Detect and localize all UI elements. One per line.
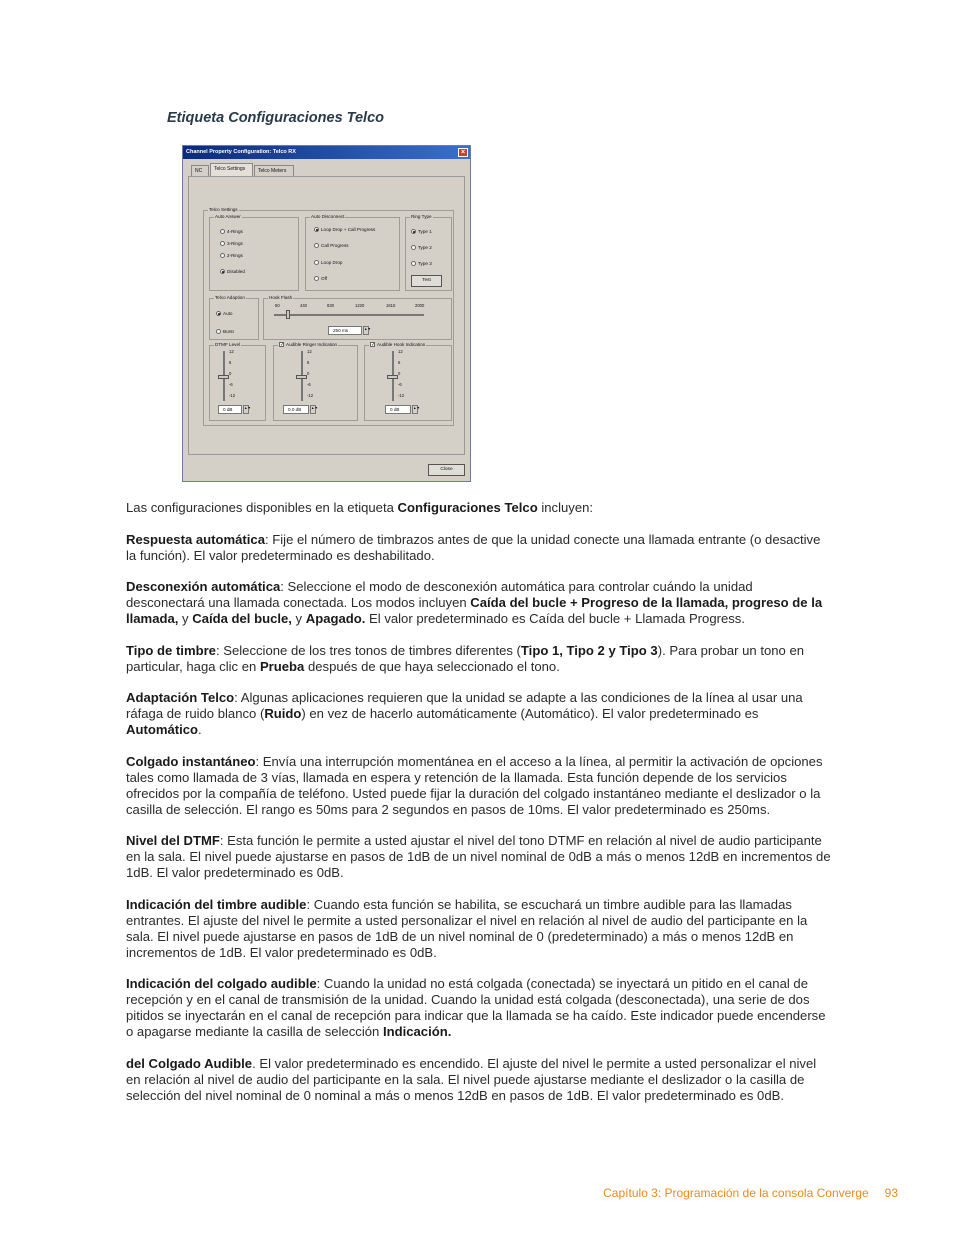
hook-value[interactable]: 0 dB [385, 405, 411, 414]
page-number: 93 [884, 1186, 898, 1200]
paragraph-telco-adaption: Adaptación Telco: Algunas aplicaciones requieren que la unidad se adapte a las condiciones de la línea al usar una ráfaga de ruido blanco (Ruido) en vez de hacerlo automáticamente (Automático). El valor predeterminado es Automático. [126, 690, 803, 737]
ringer-value[interactable]: 0.0 dB [283, 405, 309, 414]
ringer-slider[interactable] [296, 375, 307, 379]
auto-answer-2rings[interactable]: 2-Rings [220, 253, 243, 258]
dialog-title: Channel Property Configuration: Telco RX [186, 149, 296, 155]
radio-selected-icon [314, 227, 319, 232]
radio-icon [314, 243, 319, 248]
paragraph-dtmf: Nivel del DTMF: Esta función le permite a usted ajustar el nivel del tono DTMF en relación al nivel de audio participante en la sala. El nivel puede ajustarse en pasos de 1dB de un nivel nominal de 0dB a más o menos 12dB en incrementos de 1dB. El valor predeterminado es 0dB. [126, 833, 831, 880]
spinner-arrows-icon[interactable]: ▲▼ [363, 326, 369, 335]
paragraph-ring-type: Tipo de timbre: Seleccione de los tres tonos de timbres diferentes (Tipo 1, Tipo 2 y Tipo 3). Para probar un tono en particular, haga clic en Prueba después de que haya seleccionado el tono. [126, 642, 805, 674]
hook-scale: 12 6 0 -6 -12 [398, 349, 405, 398]
check-icon: ✓ [371, 342, 376, 349]
auto-answer-disabled[interactable]: Disabled [220, 269, 245, 274]
dtmf-level-group [209, 342, 266, 421]
telco-adaption-burst[interactable]: Burst [216, 329, 234, 334]
auto-answer-3rings[interactable]: 3-Rings [220, 241, 243, 246]
auto-answer-4rings[interactable]: 4-Rings [220, 229, 243, 234]
auto-disconnect-label: Auto Disconnect [311, 214, 345, 219]
ring-type-1[interactable]: Type 1 [411, 229, 432, 234]
dtmf-level-label: DTMF Level [215, 342, 241, 347]
close-icon[interactable]: × [458, 148, 468, 157]
test-button[interactable]: Test [411, 275, 442, 287]
ringer-scale: 12 6 0 -6 -12 [307, 349, 314, 398]
audible-ringer-checkbox[interactable]: ✓ Audible Ringer Indication [280, 342, 338, 349]
dialog-titlebar [183, 146, 470, 159]
settings-pane [188, 176, 465, 455]
hook-slider[interactable] [387, 375, 398, 379]
auto-answer-group [209, 214, 299, 291]
spinner-arrows-icon[interactable]: ▲▼ [412, 405, 418, 414]
telco-adaption-auto[interactable]: Auto [216, 311, 232, 316]
radio-selected-icon [411, 229, 416, 234]
hook-flash-label: Hook Flash [269, 295, 293, 300]
tab-telco-settings[interactable]: Telco Settings [210, 163, 253, 176]
radio-icon [314, 260, 319, 265]
radio-selected-icon [216, 311, 221, 316]
radio-icon [411, 261, 416, 266]
hook-flash-value[interactable]: 250 ms [328, 326, 362, 335]
body-text [126, 500, 832, 1119]
telco-adaption-label: Telco Adaption [215, 295, 245, 300]
paragraph-audible-hook-default: del Colgado Audible. El valor predeterminado es encendido. El ajuste del nivel le permite a usted personalizar el nivel en relación al nivel de audio del participante en la sala. El nivel puede ajustarse mediante el deslizador o la casilla de selección del nivel nominal de 0 nominal a más o menos 12dB en pasos de 1dB. El valor predeterminado es 0dB. [126, 1055, 817, 1103]
paragraph-auto-disconnect: Desconexión automática: Seleccione el modo de desconexión automática para controlar cuándo la unidad desconectará una llamada conectada. Los modos incluyen Caída del bucle + Progreso de la llamada, progreso de la llamada, y Caída del bucle, y Apagado. El valor predeterminado es Caída del bucle + Llamada Progress. [126, 579, 823, 626]
ring-type-label: Ring Type [411, 214, 432, 219]
radio-icon [216, 329, 221, 334]
radio-selected-icon [220, 269, 225, 274]
audible-ringer-group [273, 342, 358, 421]
dtmf-value[interactable]: 0 dB [218, 405, 242, 414]
paragraph-audible-hook: Indicación del colgado audible: Cuando la unidad no está colgada (conectada) se inyectará un pitido en el canal de recepción y en el canal de transmisión de la unidad. Cuando la unidad está colgada (desconectada), una serie de dos pitidos se inyectarán en el canal de recepción para indicar que la llamada se ha caído. Este indicador puede encenderse o apagarse mediante la casilla de selección Indicación. [126, 976, 826, 1039]
chapter-title: Capítulo 3: Programación de la consola Converge [603, 1186, 869, 1200]
ring-type-group [405, 214, 452, 291]
radio-icon [411, 245, 416, 250]
audible-hook-group [364, 342, 452, 421]
hook-flash-track [274, 314, 424, 316]
dtmf-slider[interactable] [218, 375, 229, 379]
radio-icon [220, 241, 225, 246]
paragraph-audible-ringer: Indicación del timbre audible: Cuando esta función se habilita, se escuchará un timbre audible para las llamadas entrantes. El ajuste del nivel le permite a usted personalizar el nivel en relación al nivel de audio del participante en la sala. El nivel puede ajustarse en pasos de 1dB de un nivel nominal de 0 (predeterminado) a más o menos 12dB en incrementos de 1dB. El valor predeterminado es 0dB. [126, 896, 808, 960]
auto-disconnect-group [305, 214, 400, 291]
telco-settings-screenshot [182, 145, 471, 482]
audible-hook-checkbox[interactable]: ✓ Audible Hook Indication [371, 342, 426, 349]
auto-disconnect-loop-drop[interactable]: Loop Drop [314, 260, 342, 265]
paragraph-hook-flash: Colgado instantáneo: Envía una interrupción momentánea en el acceso a la línea, al permitir la activación de opciones tales como llamada de 3 vías, llamada en espera y retención de la llamada. Esta función depende de los servicios ofrecidos por la compañía de teléfono. Usted puede fijar la duración del colgado instantáneo mediante el deslizador o la casilla de selección. El rango es 50ms para 2 segundos en pasos de 10ms. El valor predeterminado es 250ms. [126, 753, 823, 817]
tab-nc[interactable]: NC [191, 165, 209, 176]
close-button[interactable]: Close [428, 464, 465, 476]
telco-adaption-group [209, 295, 259, 340]
ring-type-2[interactable]: Type 2 [411, 245, 432, 250]
tab-telco-meters[interactable]: Telco Meters [254, 165, 294, 176]
intro-paragraph: Las configuraciones disponibles en la etiqueta Configuraciones Telco incluyen: [126, 500, 594, 515]
spinner-arrows-icon[interactable]: ▲▼ [310, 405, 316, 414]
ring-type-3[interactable]: Type 3 [411, 261, 432, 266]
hook-flash-group: Hook Flash 50 440 830 1220 1610 2000 250 ms ▲▼ [263, 298, 452, 340]
auto-disconnect-off[interactable]: Off [314, 276, 327, 281]
radio-icon [314, 276, 319, 281]
auto-disconnect-loop-call[interactable]: Loop Drop + Call Progress [314, 227, 375, 232]
check-icon: ✓ [280, 342, 285, 349]
paragraph-auto-answer: Respuesta automática: Fije el número de timbrazos antes de que la unidad conecte una llamada entrante (o desactive la función). El valor predeterminado es deshabilitado. [126, 531, 821, 563]
hook-flash-slider[interactable] [286, 310, 290, 319]
section-heading: Etiqueta Configuraciones Telco [167, 110, 384, 126]
auto-disconnect-call-progress[interactable]: Call Progress [314, 243, 349, 248]
radio-icon [220, 253, 225, 258]
radio-icon [220, 229, 225, 234]
page-footer [603, 1186, 898, 1200]
spinner-arrows-icon[interactable]: ▲▼ [243, 405, 249, 414]
dtmf-scale: 12 6 0 -6 -12 [229, 349, 236, 398]
telco-settings-label: Telco Settings [209, 207, 238, 212]
auto-answer-label: Auto Answer [215, 214, 241, 219]
